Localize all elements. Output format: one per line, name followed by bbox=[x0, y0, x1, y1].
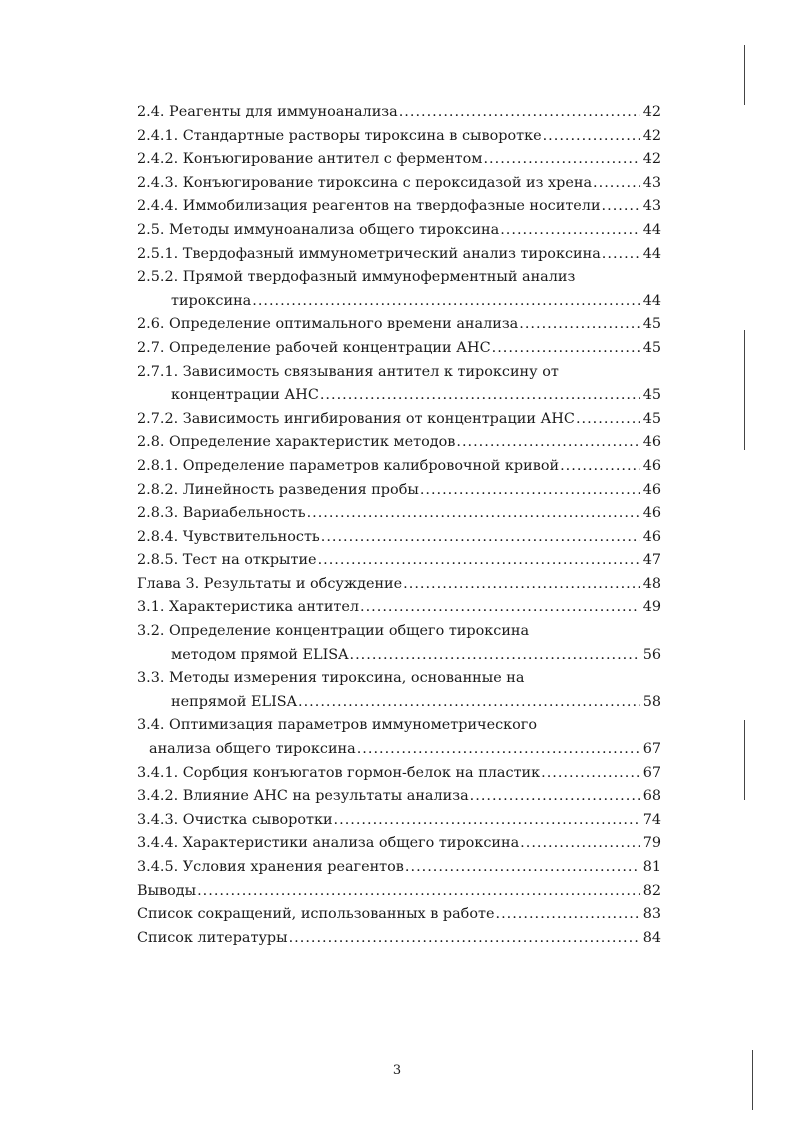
toc-entry[interactable]: 2.8.5. Тест на открытие ..... 47 bbox=[137, 549, 661, 573]
table-of-contents bbox=[137, 101, 661, 950]
toc-entry[interactable]: 2.7.1. Зависимость связывания антител к тироксину от концентрации АНС ..... 45 bbox=[137, 361, 661, 408]
toc-entry[interactable]: 2.8.2. Линейность разведения пробы ..... 46 bbox=[137, 479, 661, 503]
toc-entry[interactable]: 3.4.1. Сорбция конъюгатов гормон-белок на пластик ..... 67 bbox=[137, 762, 661, 786]
toc-entry[interactable]: 3.2. Определение концентрации общего тироксина методом прямой ELISA ..... 56 bbox=[137, 620, 661, 667]
toc-entry[interactable]: 3.4. Оптимизация параметров иммунометрического анализа общего тироксина ..... 67 bbox=[137, 714, 661, 761]
toc-entry[interactable]: Выводы ..... 82 bbox=[137, 880, 661, 904]
toc-entry[interactable]: 2.7. Определение рабочей концентрации АНС ..... 45 bbox=[137, 337, 661, 361]
toc-entry[interactable]: Глава 3. Результаты и обсуждение ..... 48 bbox=[137, 573, 661, 597]
toc-entry[interactable]: 2.7.2. Зависимость ингибирования от концентрации АНС ..... 45 bbox=[137, 408, 661, 432]
toc-entry[interactable]: 2.5.2. Прямой твердофазный иммуноферментный анализ тироксина ..... 44 bbox=[137, 266, 661, 313]
scan-edge-mark-middle bbox=[744, 330, 745, 450]
toc-entry[interactable]: 2.4.2. Конъюгирование антител с ферментом ..... 42 bbox=[137, 148, 661, 172]
toc-entry[interactable]: 2.8.3. Вариабельность ..... 46 bbox=[137, 502, 661, 526]
toc-entry[interactable]: 3.3. Методы измерения тироксина, основанные на непрямой ELISA ..... 58 bbox=[137, 667, 661, 714]
toc-entry[interactable]: 2.8. Определение характеристик методов ..... 46 bbox=[137, 431, 661, 455]
toc-entry[interactable]: 3.1. Характеристика антител ..... 49 bbox=[137, 596, 661, 620]
toc-entry[interactable]: Список литературы ..... 84 bbox=[137, 927, 661, 951]
toc-entry[interactable]: 2.8.4. Чувствительность ..... 46 bbox=[137, 526, 661, 550]
toc-entry[interactable]: 2.4.3. Конъюгирование тироксина с пероксидазой из хрена ..... 43 bbox=[137, 172, 661, 196]
scan-edge-mark-top bbox=[744, 45, 745, 105]
page-number: 3 bbox=[392, 1063, 402, 1078]
toc-entry[interactable]: 3.4.5. Условия хранения реагентов ..... 81 bbox=[137, 856, 661, 880]
toc-entry[interactable]: 2.4.1. Стандартные растворы тироксина в сыворотке ..... 42 bbox=[137, 125, 661, 149]
toc-entry[interactable]: 2.8.1. Определение параметров калибровочной кривой ..... 46 bbox=[137, 455, 661, 479]
toc-entry[interactable]: 2.5. Методы иммуноанализа общего тироксина ..... 44 bbox=[137, 219, 661, 243]
toc-entry[interactable]: 3.4.2. Влияние АНС на результаты анализа ..... 68 bbox=[137, 785, 661, 809]
scan-edge-mark-bottom bbox=[752, 1050, 753, 1110]
toc-entry[interactable]: 3.4.3. Очистка сыворотки ..... 74 bbox=[137, 809, 661, 833]
scan-edge-mark-lower bbox=[744, 720, 745, 800]
toc-entry[interactable]: Список сокращений, использованных в работе ..... 83 bbox=[137, 903, 661, 927]
toc-entry[interactable]: 2.4.4. Иммобилизация реагентов на твердофазные носители ..... 43 bbox=[137, 195, 661, 219]
toc-entry[interactable]: 2.5.1. Твердофазный иммунометрический анализ тироксина ..... 44 bbox=[137, 243, 661, 267]
toc-entry[interactable]: 3.4.4. Характеристики анализа общего тироксина ..... 79 bbox=[137, 832, 661, 856]
toc-entry[interactable]: 2.6. Определение оптимального времени анализа ..... 45 bbox=[137, 313, 661, 337]
toc-entry[interactable]: 2.4. Реагенты для иммуноанализа ..... 42 bbox=[137, 101, 661, 125]
